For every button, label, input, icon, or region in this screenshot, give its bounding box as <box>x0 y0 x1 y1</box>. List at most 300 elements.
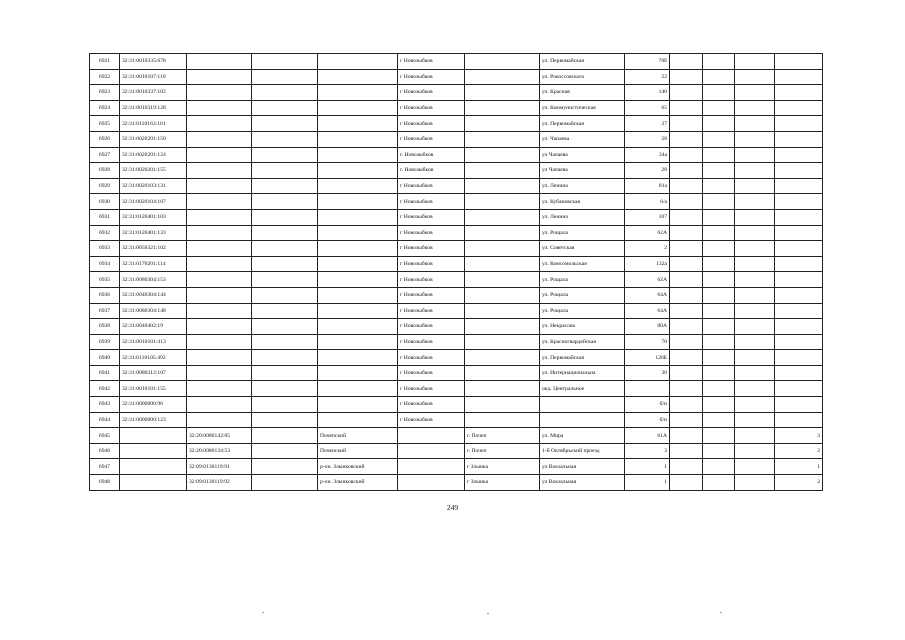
cell-c <box>465 241 540 257</box>
cell-e2 <box>703 428 735 444</box>
cell-street: ул. Комсомольская <box>540 256 625 272</box>
cell-e3 <box>735 194 775 210</box>
cell-e3 <box>735 256 775 272</box>
cell-e1 <box>670 412 703 428</box>
cell-e3 <box>735 303 775 319</box>
cell-e1 <box>670 397 703 413</box>
cell-city: г Новозыбков <box>398 69 465 85</box>
cell-a <box>252 475 318 491</box>
cell-a <box>252 241 318 257</box>
cell-a <box>252 272 318 288</box>
cell-b <box>318 272 398 288</box>
cell-e3 <box>735 225 775 241</box>
table-row <box>90 334 823 350</box>
cell-b <box>318 256 398 272</box>
cell-kad2 <box>187 178 252 194</box>
cell-n: 6942 <box>90 381 120 397</box>
cell-e1 <box>670 334 703 350</box>
cell-e3 <box>735 475 775 491</box>
cell-c <box>465 147 540 163</box>
cell-n: 6936 <box>90 287 120 303</box>
cell-c <box>465 100 540 116</box>
cell-e1 <box>670 178 703 194</box>
cell-e3 <box>735 334 775 350</box>
table-row <box>90 350 823 366</box>
cell-city: г Новозыбков <box>398 54 465 70</box>
cell-street: ул. Ленина <box>540 178 625 194</box>
cell-n: 6940 <box>90 350 120 366</box>
cell-x <box>775 334 823 350</box>
cell-e3 <box>735 397 775 413</box>
cell-e1 <box>670 443 703 459</box>
cell-kad1: 32:31:0020201:150 <box>120 131 187 147</box>
cell-house <box>625 381 670 397</box>
cell-e2 <box>703 381 735 397</box>
cell-c <box>465 116 540 132</box>
cell-b: р-он. Злынковский <box>318 459 398 475</box>
cell-street: ул Чапаева <box>540 163 625 179</box>
table-row <box>90 381 823 397</box>
cell-house: 6/а <box>625 194 670 210</box>
cell-b <box>318 287 398 303</box>
cell-city <box>398 475 465 491</box>
cell-x <box>775 272 823 288</box>
cell-a <box>252 428 318 444</box>
cell-kad2 <box>187 272 252 288</box>
cell-x <box>775 319 823 335</box>
cell-n: 6946 <box>90 443 120 459</box>
cell-kad2 <box>187 397 252 413</box>
cell-b <box>318 85 398 101</box>
table-row <box>90 69 823 85</box>
cell-b <box>318 100 398 116</box>
cell-kad1: 32:31:0040304:144 <box>120 287 187 303</box>
cell-a <box>252 54 318 70</box>
cell-e2 <box>703 116 735 132</box>
cell-n: 6943 <box>90 397 120 413</box>
cell-e3 <box>735 85 775 101</box>
table-row <box>90 100 823 116</box>
cell-e2 <box>703 256 735 272</box>
cell-street: ул. Чапаева <box>540 131 625 147</box>
cell-e1 <box>670 428 703 444</box>
cell-c <box>465 69 540 85</box>
cell-house: 3 <box>625 443 670 459</box>
table-row <box>90 116 823 132</box>
cell-x: 1 <box>775 459 823 475</box>
cell-e3 <box>735 287 775 303</box>
cell-e1 <box>670 381 703 397</box>
cell-c <box>465 178 540 194</box>
cell-b <box>318 350 398 366</box>
cell-street: ул Вокзальная <box>540 459 625 475</box>
cell-kad1 <box>120 475 187 491</box>
cell-a <box>252 319 318 335</box>
cell-house: б/н <box>625 412 670 428</box>
cell-kad2 <box>187 209 252 225</box>
cell-e3 <box>735 116 775 132</box>
cell-kad2 <box>187 334 252 350</box>
cell-e2 <box>703 178 735 194</box>
cell-x <box>775 209 823 225</box>
cell-e1 <box>670 100 703 116</box>
cell-street: ул. Красная <box>540 85 625 101</box>
cell-city: г Новозыбков <box>398 178 465 194</box>
table-row <box>90 443 823 459</box>
table-row <box>90 428 823 444</box>
cell-city: г Новозыбков <box>398 381 465 397</box>
table-row <box>90 209 823 225</box>
cell-c <box>465 256 540 272</box>
cell-kad1 <box>120 443 187 459</box>
cell-street: ул Вокзальная <box>540 475 625 491</box>
cell-kad2 <box>187 100 252 116</box>
cell-city: г Новозыбков <box>398 350 465 366</box>
cell-x <box>775 85 823 101</box>
cell-e3 <box>735 209 775 225</box>
cell-kad2 <box>187 241 252 257</box>
cell-c <box>465 85 540 101</box>
cell-x <box>775 147 823 163</box>
cell-b <box>318 319 398 335</box>
cell-city <box>398 459 465 475</box>
cell-b: Почепский <box>318 443 398 459</box>
cell-e1 <box>670 256 703 272</box>
cell-house: 22 <box>625 69 670 85</box>
cell-kad1: 32:31:0050321:102 <box>120 241 187 257</box>
table-row <box>90 397 823 413</box>
cell-n: 6932 <box>90 225 120 241</box>
cell-kad2: 32:09:0130119:92 <box>187 475 252 491</box>
cell-city: г Новозыбков <box>398 397 465 413</box>
cell-street: ул. Красногвардейская <box>540 334 625 350</box>
cell-street: ул. Рощала <box>540 287 625 303</box>
cell-street: ул Чапаева <box>540 147 625 163</box>
cell-n: 6938 <box>90 319 120 335</box>
cell-city: г. Новозыбков <box>398 147 465 163</box>
cell-e2 <box>703 100 735 116</box>
cell-kad1: 32:31:0020201:124 <box>120 147 187 163</box>
cell-kad1: 32:31:0110163:101 <box>120 116 187 132</box>
cell-a <box>252 459 318 475</box>
cell-n: 6925 <box>90 116 120 132</box>
cell-x <box>775 116 823 132</box>
cell-kad2 <box>187 147 252 163</box>
cell-kad1: 32:31:0010335:678 <box>120 54 187 70</box>
cell-n: 6944 <box>90 412 120 428</box>
cell-house: 64А <box>625 287 670 303</box>
cell-e2 <box>703 397 735 413</box>
cell-c <box>465 272 540 288</box>
cell-a <box>252 443 318 459</box>
table-row <box>90 412 823 428</box>
cell-street: ул. Первомайская <box>540 54 625 70</box>
cell-e1 <box>670 365 703 381</box>
cell-e1 <box>670 475 703 491</box>
cell-e1 <box>670 459 703 475</box>
cell-street: ул. Рощала <box>540 225 625 241</box>
cell-street: ул. Ленина <box>540 209 625 225</box>
cell-kad1: 32:31:0080312:107 <box>120 365 187 381</box>
cell-n: 6926 <box>90 131 120 147</box>
cell-street: ул. Рощала <box>540 303 625 319</box>
cell-x: 3 <box>775 428 823 444</box>
cell-city: г Новозыбков <box>398 319 465 335</box>
cell-kad2 <box>187 350 252 366</box>
cell-e1 <box>670 319 703 335</box>
table-row <box>90 85 823 101</box>
cell-e2 <box>703 194 735 210</box>
cell-e3 <box>735 443 775 459</box>
cell-house: 132а <box>625 256 670 272</box>
cell-n: 6937 <box>90 303 120 319</box>
cell-e2 <box>703 272 735 288</box>
cell-e2 <box>703 147 735 163</box>
cell-b <box>318 381 398 397</box>
table-body <box>90 54 823 491</box>
cell-house: 61А <box>625 428 670 444</box>
cell-kad1: 32:31:0010319:128 <box>120 100 187 116</box>
cell-kad2 <box>187 194 252 210</box>
cell-e1 <box>670 69 703 85</box>
cell-b <box>318 116 398 132</box>
cell-kad1: 32:31:0010107:110 <box>120 69 187 85</box>
cell-x <box>775 303 823 319</box>
cell-e2 <box>703 69 735 85</box>
cell-n: 6935 <box>90 272 120 288</box>
cell-e3 <box>735 459 775 475</box>
cell-kad1: 32:31:0020103:131 <box>120 178 187 194</box>
table-row <box>90 194 823 210</box>
cell-a <box>252 303 318 319</box>
cell-a <box>252 131 318 147</box>
cell-a <box>252 287 318 303</box>
cell-e3 <box>735 381 775 397</box>
cell-e3 <box>735 319 775 335</box>
cell-n: 6923 <box>90 85 120 101</box>
cell-n: 6929 <box>90 178 120 194</box>
cell-street: ул. Рощала <box>540 272 625 288</box>
cell-e3 <box>735 147 775 163</box>
cell-b <box>318 69 398 85</box>
cell-house: 34а <box>625 147 670 163</box>
cell-e2 <box>703 334 735 350</box>
cell-house: 64А <box>625 303 670 319</box>
cell-kad2 <box>187 131 252 147</box>
cell-b <box>318 147 398 163</box>
cell-city: г Новозыбков <box>398 272 465 288</box>
cell-house: 65 <box>625 100 670 116</box>
cell-house: 80А <box>625 319 670 335</box>
cell-x <box>775 194 823 210</box>
cell-e2 <box>703 287 735 303</box>
table-row <box>90 241 823 257</box>
cell-n: 6928 <box>90 163 120 179</box>
cell-c <box>465 334 540 350</box>
cell-a <box>252 365 318 381</box>
cell-a <box>252 194 318 210</box>
cell-street: 1-й Октябрьский проезд <box>540 443 625 459</box>
cell-e1 <box>670 163 703 179</box>
cell-e3 <box>735 131 775 147</box>
cell-street: окд. Центральное <box>540 381 625 397</box>
cell-e2 <box>703 475 735 491</box>
cell-kad2 <box>187 412 252 428</box>
cell-city: г Новозыбков <box>398 303 465 319</box>
cell-house: 126Б <box>625 350 670 366</box>
cell-e2 <box>703 319 735 335</box>
cell-kad1: 32:31:0120401:103 <box>120 209 187 225</box>
cell-b <box>318 365 398 381</box>
cell-street: ул. Первомайская <box>540 116 625 132</box>
cell-house: 1 <box>625 459 670 475</box>
cell-kad1: 32:31:0120401:133 <box>120 225 187 241</box>
cell-street: ул. Советская <box>540 241 625 257</box>
cell-e2 <box>703 131 735 147</box>
cell-kad1: 32:31:0010337:102 <box>120 85 187 101</box>
cell-x <box>775 131 823 147</box>
cell-e3 <box>735 365 775 381</box>
cell-e3 <box>735 241 775 257</box>
cell-kad1: 32:31:0040402:19 <box>120 319 187 335</box>
table-row <box>90 131 823 147</box>
cell-x <box>775 54 823 70</box>
cell-city <box>398 443 465 459</box>
cell-e2 <box>703 303 735 319</box>
page-number: 249 <box>446 503 459 512</box>
cell-n: 6933 <box>90 241 120 257</box>
cell-kad2: 32:20:0080134:53 <box>187 443 252 459</box>
cell-e3 <box>735 69 775 85</box>
cell-c <box>465 54 540 70</box>
cell-kad2 <box>187 303 252 319</box>
cell-b: Почепский <box>318 428 398 444</box>
scan-speck <box>487 613 489 614</box>
cell-b <box>318 334 398 350</box>
cell-n: 6922 <box>90 69 120 85</box>
cell-c <box>465 163 540 179</box>
cell-a <box>252 69 318 85</box>
cell-house: 140 <box>625 85 670 101</box>
cell-city: г Новозыбков <box>398 334 465 350</box>
cell-house: 28 <box>625 163 670 179</box>
cell-e1 <box>670 209 703 225</box>
cell-e1 <box>670 116 703 132</box>
cell-street <box>540 397 625 413</box>
cell-kad2 <box>187 225 252 241</box>
cell-n: 6947 <box>90 459 120 475</box>
cell-city <box>398 428 465 444</box>
cell-kad1: 32:31:0010101:413 <box>120 334 187 350</box>
cell-n: 6945 <box>90 428 120 444</box>
table-row <box>90 178 823 194</box>
cell-kad1: 32:31:0110105:492 <box>120 350 187 366</box>
cell-city: г Новозыбков <box>398 85 465 101</box>
cell-house: 107 <box>625 209 670 225</box>
cell-e1 <box>670 147 703 163</box>
cell-house: 62А <box>625 225 670 241</box>
cell-n: 6927 <box>90 147 120 163</box>
cell-kad2 <box>187 381 252 397</box>
cell-kad2 <box>187 365 252 381</box>
cell-a <box>252 178 318 194</box>
cell-e2 <box>703 459 735 475</box>
cell-x <box>775 381 823 397</box>
cell-street: ул. Кубановская <box>540 194 625 210</box>
cell-a <box>252 381 318 397</box>
cell-n: 6924 <box>90 100 120 116</box>
cell-kad1 <box>120 428 187 444</box>
cell-b <box>318 225 398 241</box>
cell-e3 <box>735 163 775 179</box>
cell-e2 <box>703 85 735 101</box>
cell-a <box>252 209 318 225</box>
cell-kad1: 32:31:0000000:123 <box>120 412 187 428</box>
cell-kad1: 32:31:0080304:153 <box>120 272 187 288</box>
cell-c <box>465 397 540 413</box>
cell-x <box>775 350 823 366</box>
cell-x <box>775 69 823 85</box>
cell-e1 <box>670 241 703 257</box>
cell-n: 6948 <box>90 475 120 491</box>
table-row <box>90 459 823 475</box>
table-row <box>90 475 823 491</box>
cell-c <box>465 225 540 241</box>
table-row <box>90 287 823 303</box>
cell-e1 <box>670 54 703 70</box>
cell-house: 2 <box>625 241 670 257</box>
cell-x <box>775 241 823 257</box>
cell-city: г. Новозыбков <box>398 163 465 179</box>
scan-speck <box>262 612 264 613</box>
cell-e1 <box>670 272 703 288</box>
cell-city: г Новозыбков <box>398 241 465 257</box>
cell-a <box>252 163 318 179</box>
cell-b <box>318 303 398 319</box>
cell-c <box>465 287 540 303</box>
cell-c <box>465 365 540 381</box>
cell-e1 <box>670 85 703 101</box>
cell-kad1: 32:31:0170201:114 <box>120 256 187 272</box>
cell-e2 <box>703 365 735 381</box>
cell-x <box>775 225 823 241</box>
cell-e1 <box>670 303 703 319</box>
cell-kad2 <box>187 256 252 272</box>
cell-e2 <box>703 163 735 179</box>
cell-house: 1 <box>625 475 670 491</box>
cell-city: г Новозыбков <box>398 131 465 147</box>
cell-b <box>318 194 398 210</box>
cell-street: ул. Интернациональна <box>540 365 625 381</box>
cell-x: 2 <box>775 475 823 491</box>
cell-house: 30 <box>625 365 670 381</box>
cell-c: г. Почеп <box>465 443 540 459</box>
cell-city: г Новозыбков <box>398 209 465 225</box>
cell-b <box>318 163 398 179</box>
cell-c: г. Почеп <box>465 428 540 444</box>
cell-kad2: 32:20:0080142:85 <box>187 428 252 444</box>
cell-city: г Новозыбков <box>398 287 465 303</box>
cell-n: 6939 <box>90 334 120 350</box>
cell-x <box>775 287 823 303</box>
cell-e3 <box>735 350 775 366</box>
cell-b <box>318 412 398 428</box>
cell-city: г Новозыбков <box>398 116 465 132</box>
cell-house: 62А <box>625 272 670 288</box>
cell-n: 6934 <box>90 256 120 272</box>
cell-e1 <box>670 225 703 241</box>
cell-x: 2 <box>775 443 823 459</box>
